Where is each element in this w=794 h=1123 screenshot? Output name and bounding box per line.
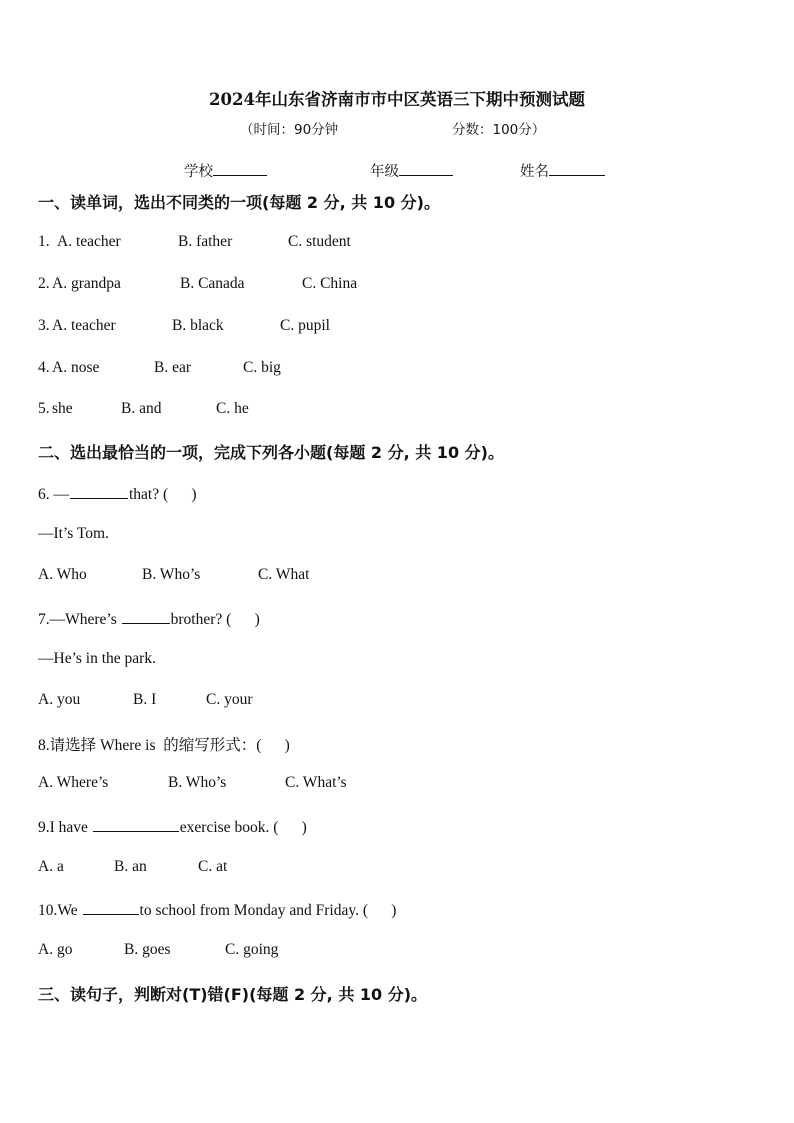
question-3-option-a[interactable]: A. teacher [52,317,116,334]
question-2-option-b[interactable]: B. Canada [180,275,245,292]
section-heading-1: 一、读单词，选出不同类的一项(每题 2 分, 共 10 分)。 [38,193,440,212]
name-field[interactable] [520,160,605,181]
question-10-stem: 10.We to school from Monday and Friday. ( ) [38,899,396,920]
question-9-option-c[interactable]: C. at [198,858,228,875]
name-label: 姓名 [520,164,549,180]
exam-score: 分数：100分） [452,122,546,138]
question-10-option-a[interactable]: A. go [38,941,73,958]
question-1-option-b[interactable]: B. father [178,233,233,250]
exam-time: （时间：90分钟 [240,122,339,138]
question-5-option-a[interactable]: she [52,400,73,417]
question-8-option-a[interactable]: A. Where’s [38,774,109,791]
question-4-number: 4. [38,359,50,376]
question-5-number: 5. [38,400,50,417]
question-6-option-b[interactable]: B. Who’s [142,566,201,583]
question-10-option-b[interactable]: B. goes [124,941,171,958]
question-1-number: 1. [38,233,54,250]
question-7-reply: —He’s in the park. [38,650,156,667]
question-9-option-a[interactable]: A. a [38,858,64,875]
question-10-blank[interactable] [83,899,139,915]
question-9-option-b[interactable]: B. an [114,858,147,875]
question-1-option-a[interactable]: A. teacher [57,233,121,250]
question-3-option-b[interactable]: B. black [172,317,224,334]
school-field[interactable] [184,160,267,181]
question-5-option-b[interactable]: B. and [121,400,162,417]
question-7-option-c[interactable]: C. your [206,691,253,708]
question-6-blank[interactable] [70,483,128,499]
question-6-stem: 6. — that? ( ) [38,483,197,504]
question-2-option-a[interactable]: A. grandpa [52,275,121,292]
question-1-option-c[interactable]: C. student [288,233,351,250]
question-4-option-a[interactable]: A. nose [52,359,100,376]
grade-field[interactable] [370,160,453,181]
question-6-reply: —It’s Tom. [38,525,109,542]
section-heading-3: 三、读句子，判断对(T)错(F)(每题 2 分, 共 10 分)。 [38,985,428,1004]
question-9-blank[interactable] [93,816,179,832]
question-7-blank[interactable] [122,608,170,624]
school-blank[interactable] [213,161,267,176]
question-9-stem: 9.I have exercise book. ( ) [38,816,307,837]
question-8-option-c[interactable]: C. What’s [285,774,347,791]
question-4-option-b[interactable]: B. ear [154,359,192,376]
question-7-stem: 7.—Where’s brother? ( ) [38,608,260,629]
question-4-option-c[interactable]: C. big [243,359,281,376]
question-10-option-c[interactable]: C. going [225,941,279,958]
page-title: 2024年山东省济南市市中区英语三下期中预测试题 [209,90,585,109]
question-7-option-a[interactable]: A. you [38,691,81,708]
question-6-option-a[interactable]: A. Who [38,566,87,583]
school-label: 学校 [184,164,213,180]
section-heading-2: 二、选出最恰当的一项，完成下列各小题(每题 2 分, 共 10 分)。 [38,443,504,462]
question-5-option-c[interactable]: C. he [216,400,249,417]
question-3-option-c[interactable]: C. pupil [280,317,330,334]
question-7-option-b[interactable]: B. I [133,691,157,708]
grade-blank[interactable] [399,161,453,176]
question-6-option-c[interactable]: C. What [258,566,310,583]
question-2-number: 2. [38,275,50,292]
question-8-stem: 8.请选择 Where is 的缩写形式：( ) [38,737,290,754]
question-2-option-c[interactable]: C. China [302,275,358,292]
question-3-number: 3. [38,317,50,334]
question-8-option-b[interactable]: B. Who’s [168,774,227,791]
name-blank[interactable] [549,161,605,176]
grade-label: 年级 [370,164,399,180]
